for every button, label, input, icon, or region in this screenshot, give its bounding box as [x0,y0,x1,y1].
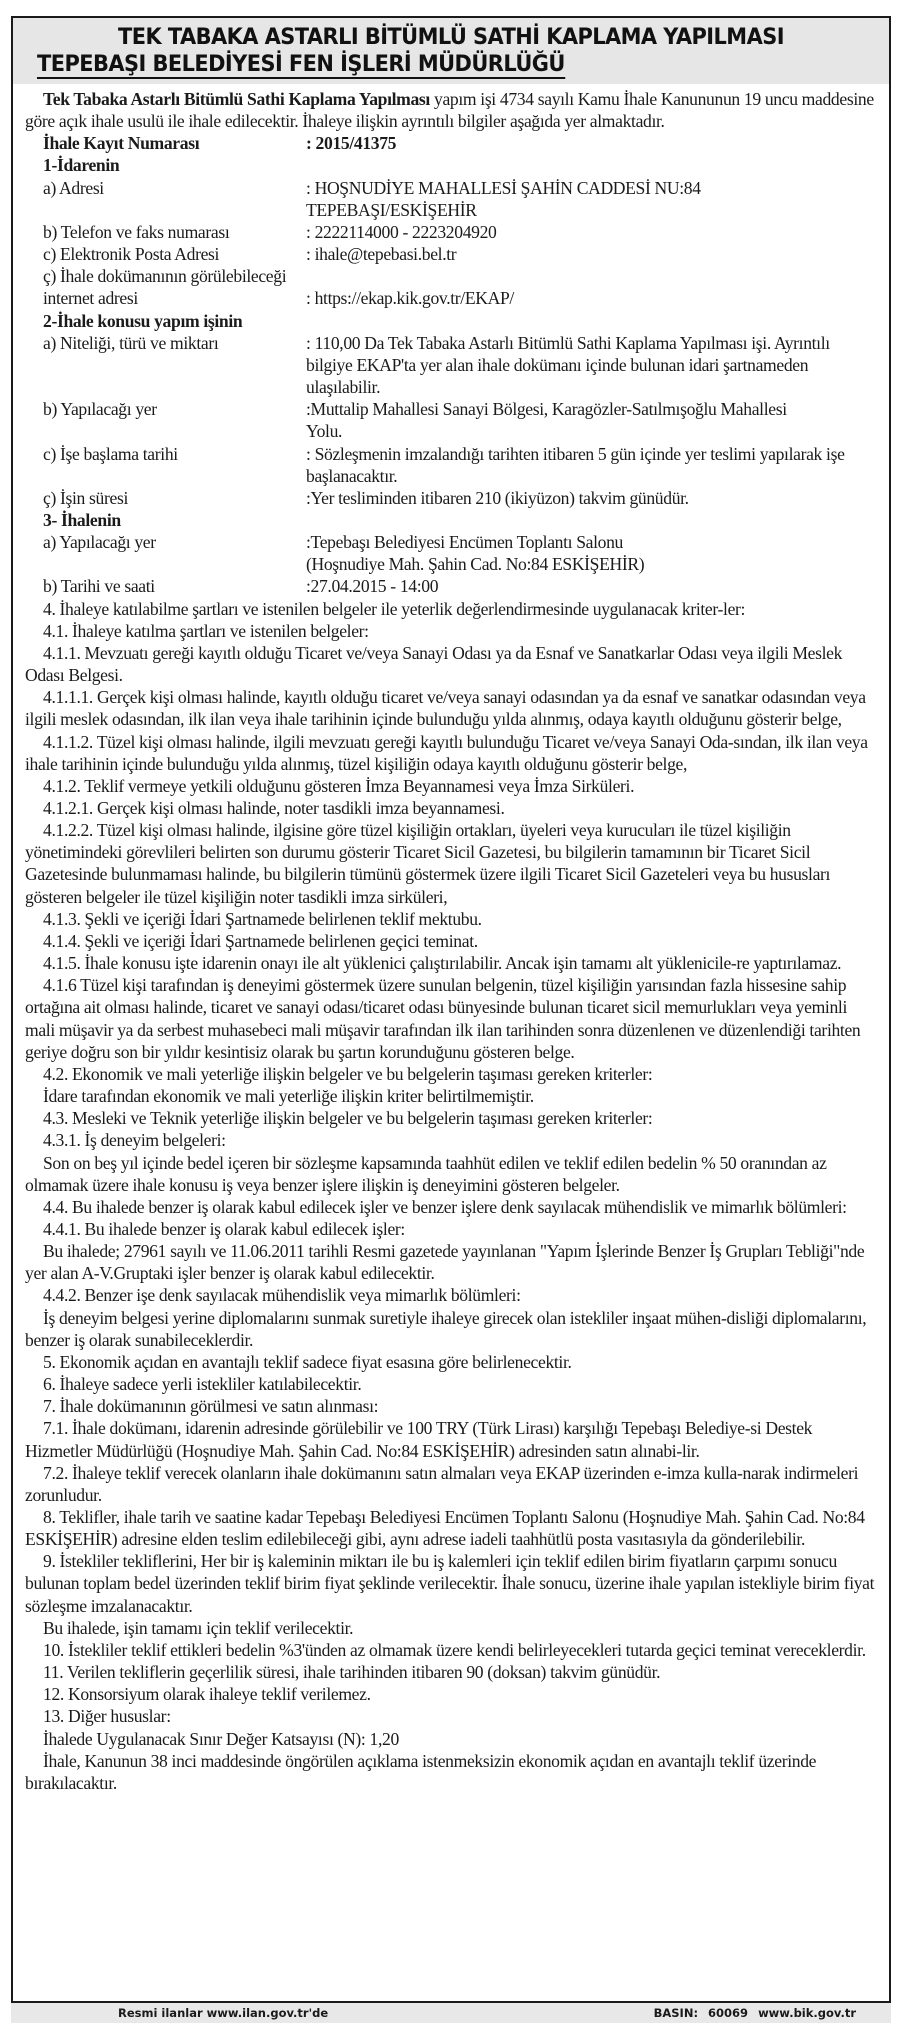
clause-paragraph: 10. İstekliler teklif ettikleri bedelin %3'ünden az olmamak üzere kendi belirleyecekleri tutarda geçici teminat vereceklerdir. [43,1639,866,1660]
clause-paragraph: 4.1.2.1. Gerçek kişi olması halinde, noter tasdikli imza beyannamesi. [43,798,505,818]
kv-label: a) Adresi [43,177,104,198]
clause-paragraph: 11. Verilen tekliflerin geçerlilik süresi, ihale tarihinden itibaren 90 (doksan) takvim günüdür. [43,1662,661,1683]
clause-paragraph: Bu ihalede; 27961 sayılı ve 11.06.2011 tarihli Resmi gazetede yayınlanan "Yapım İşlerinde Benzer İş Grupları Tebliği"nde yer alan A-V.Gruptaki işler benzer iş olarak kabul edilecektir. [25,1241,865,1284]
registration-row [43,132,877,154]
kv-row [43,398,877,442]
footer-right [644,2006,856,2020]
clause-paragraph: 4.1.3. Şekli ve içeriği İdari Şartnamede belirlenen teklif mektubu. [43,908,482,929]
clause-paragraph: 4.1.1.1. Gerçek kişi olması halinde, kayıtlı olduğu ticaret ve/veya sanayi odasından ya da esnaf ve sanatkar odasından veya ilgili meslek odasından, ilk ilan veya ihale tarihinin içinde bulunduğu yılda alınmış, odaya kayıtlı olduğunu gösterir belge, [25,687,866,730]
announcement-header [13,18,889,84]
intro-bold: Tek Tabaka Astarlı Bitümlü Sathi Kaplama Yapılması [43,89,430,109]
clause-paragraph: 4.1. İhaleye katılma şartları ve istenilen belgeler: [43,620,369,641]
clause-paragraph: 5. Ekonomik açıdan en avantajlı teklif sadece fiyat esasına göre belirlenecektir. [43,1351,572,1372]
kv-value-line: (Hoşnudiye Mah. Şahin Cad. No:84 ESKİŞEHİR) [306,554,645,575]
kv-label: internet adresi [43,288,138,309]
clause-paragraph: 6. İhaleye sadece yerli istekliler katılabilecektir. [43,1374,362,1395]
kv-row [43,487,877,509]
kv-row [43,575,877,597]
kv-value [306,243,877,265]
section2-heading: 2-İhale konusu yapım işinin [43,310,243,331]
kv-row [43,287,877,309]
clause-paragraph: İdare tarafından ekonomik ve mali yeterliğe ilişkin kriter belirtilmemiştir. [43,1086,534,1107]
clause-paragraph: 4. İhaleye katılabilme şartları ve istenilen belgeler ile yeterlik değerlendirmesinde uygulanacak kriter-ler: [43,598,746,619]
kv-row [43,221,877,243]
ekap-link[interactable]: : https://ekap.kik.gov.tr/EKAP/ [306,288,514,309]
announcement-body [25,88,877,1794]
clause-paragraph: 7. İhale dokümanının görülmesi ve satın alınması: [43,1396,379,1417]
footer-bar [11,2003,891,2023]
clause-paragraph: 4.4.1. Bu ihalede benzer iş olarak kabul edilecek işler: [43,1218,405,1239]
kv-label: b) Tarihi ve saati [43,576,155,597]
registration-value: : 2015/41375 [306,133,397,154]
intro-text: yapım işi 4734 sayılı Kamu İhale Kanununun 19 uncu maddesine göre açık ihale usulü ile ihale edilecektir. İhaleye ilişkin ayrıntılı bilgiler aşağıda yer almaktadır. [25,89,874,132]
kv-value: :27.04.2015 - 14:00 [306,576,439,597]
kv-row [43,243,877,265]
kv-value: : 110,00 Da Tek Tabaka Astarlı Bitümlü Sathi Kaplama Yapılması işi. Ayrıntılı bilgiye EKAP'ta yer alan ihale dokümanı içinde bulunan idari şartnameden ulaşılabilir. [306,332,830,398]
kv-label: ç) İşin süresi [43,487,129,508]
email-link[interactable]: : ihale@tepebasi.bel.tr [306,244,457,265]
clause-paragraph: 4.3.1. İş deneyim belgeleri: [43,1130,226,1151]
clause-paragraph: 4.1.6 Tüzel kişi tarafından iş deneyimi göstermek üzere sunulan belgenin, tüzel kişiliğin yarısından fazla hissesine sahip ortağına ait olması halinde, ticaret ve sanayi odası/ticaret odası bünyesinde bulunan ticaret sicil memurlukları veya yeminli mali müşavir ya da serbest muhasebeci mali müşavir tarafından ilk ilan tarihinden sonra düzenlenen ve düzenlendiği tarihten geriye doğru son bir yıldır kesintisiz olarak bu şartın korunduğunu gösteren belge. [25,975,861,1062]
footer-bik-link[interactable]: www.bik.gov.tr [758,2006,856,2020]
clause-paragraph: 12. Konsorsiyum olarak ihaleye teklif verilemez. [43,1684,371,1705]
kv-row [43,443,877,487]
clause-paragraph: 9. İstekliler tekliflerini, Her bir iş kaleminin miktarı ile bu iş kalemleri için teklif edilen birim fiyatların çarpımı sonucu bulunan toplam bedel üzerinden teklif birim fiyat şeklinde verilecektir. İhale sonucu, üzerine ihale yapılan istekliyle birim fiyat sözleşme imzalanacaktır. [25,1551,875,1616]
clause-paragraph: 4.1.5. İhale konusu işte idarenin onayı ile alt yüklenici çalıştırılabilir. Ancak işin tamamı alt yüklenicile-re yaptırılamaz. [43,953,842,974]
clause-paragraph: 13. Diğer hususlar: [43,1706,171,1727]
clauses [25,598,877,1794]
clause-paragraph: Son on beş yıl içinde bedel içeren bir sözleşme kapsamında taahhüt edilen ve teklif edilen bedelin % 50 oranından az olmamak üzere ihale konusu iş veya benzer işlere ilişkin iş deneyimini gösteren belgeler. [25,1152,827,1195]
kv-label: c) İşe başlama tarihi [43,443,178,464]
kv-row [43,265,877,287]
kv-value [306,531,877,575]
kv-label: b) Yapılacağı yer [43,399,157,420]
kv-label: a) Niteliği, türü ve miktarı [43,332,219,353]
kv-label: a) Yapılacağı yer [43,532,156,553]
kv-value: :Muttalip Mahallesi Sanayi Bölgesi, Karagözler-Satılmışoğlu Mahallesi Yolu. [306,399,787,442]
institution-title: TEPEBAŞI BELEDİYESİ FEN İŞLERİ MÜDÜRLÜĞÜ [37,51,565,77]
kv-value: :Yer tesliminden itibaren 210 (ikiyüzon) takvim günüdür. [306,487,689,508]
clause-paragraph: 4.4.2. Benzer işe denk sayılacak mühendislik veya mimarlık bölümleri: [43,1285,521,1306]
intro-paragraph [25,88,877,132]
footer-ilan-link[interactable]: Resmi ilanlar www.ilan.gov.tr'de [118,2006,329,2020]
kv-value-line: :Tepebaşı Belediyesi Encümen Toplantı Salonu [306,532,623,553]
clause-paragraph: 4.3. Mesleki ve Teknik yeterliğe ilişkin belgeler ve bu belgelerin taşıması gereken kriterler: [43,1108,653,1129]
clause-paragraph: 4.1.1.2. Tüzel kişi olması halinde, ilgili mevzuatı gereği kayıtlı bulunduğu Ticaret ve/veya Sanayi Oda-sından, ilk ilan veya ihale tarihinin içinde bulunduğu yılda alınmış, tüzel kişiliğin odaya kayıtlı olduğunu gösterir belge, [25,731,868,774]
announcement-box [11,16,891,2003]
clause-paragraph: İhalede Uygulanacak Sınır Değer Katsayısı (N): 1,20 [43,1728,399,1749]
clause-paragraph: İhale, Kanunun 38 inci maddesinde öngörülen açıklama istenmeksizin ekonomik açıdan en avantajlı teklif üzerinde bırakılacaktır. [25,1750,817,1793]
section1-heading: 1-İdarenin [43,155,120,176]
kv-row [43,177,877,221]
clause-paragraph: 4.1.2. Teklif vermeye yetkili olduğunu gösteren İmza Beyannamesi veya İmza Sirküleri. [43,775,635,796]
kv-label: c) Elektronik Posta Adresi [43,244,220,265]
clause-paragraph: 7.1. İhale dokümanı, idarenin adresinde görülebilir ve 100 TRY (Türk Lirası) karşılığı Tepebaşı Belediye-si Destek Hizmetler Müdürlüğü (Hoşnudiye Mah. Şahin Cad. No:84 ESKİŞEHİR) adresinden satın alınabi-lir. [25,1418,813,1461]
registration-label: İhale Kayıt Numarası [43,133,200,154]
clause-paragraph: Bu ihalede, işin tamamı için teklif verilecektir. [43,1617,354,1638]
footer-basin-code: BASIN: 60069 [653,2006,749,2020]
kv-value: : HOŞNUDİYE MAHALLESİ ŞAHİN CADDESİ NU:84 TEPEBAŞI/ESKİŞEHİR [306,177,701,220]
kv-row [43,332,877,398]
kv-row [43,531,877,575]
kv-label: b) Telefon ve faks numarası [43,221,230,242]
kv-label: ç) İhale dokümanının görülebileceği [43,266,287,287]
clause-paragraph: 4.1.1. Mevzuatı gereği kayıtlı olduğu Ticaret ve/veya Sanayi Odası ya da Esnaf ve Sanatkarlar Odası veya ilgili Meslek Odası Belgesi. [25,642,843,686]
kv-value [306,287,877,309]
kv-value: : 2222114000 - 2223204920 [306,221,497,242]
clause-paragraph: 4.1.2.2. Tüzel kişi olması halinde, ilgisine göre tüzel kişiliğin ortakları, üyeleri veya kurucuları ile tüzel kişiliğin yönetimindeki görevlileri belirten son durumu gösterir Ticaret Sicil Gazetesi, bu bilgilerin tamamının bir Ticaret Sicil Gazetesinde bulunmaması halinde, bu bilgilerin tümünü göstermek üzere ilgili Ticaret Sicil Gazeteleri veya bu hususları gösteren belgeler ile tüzel kişiliğin noter tasdikli imza sirküleri, [25,820,831,907]
clause-paragraph: 7.2. İhaleye teklif verecek olanların ihale dokümanını satın almaları veya EKAP üzerinden e-imza kulla-narak indirmeleri zorunludur. [25,1462,859,1505]
section3-heading: 3- İhalenin [43,509,121,530]
clause-paragraph: 8. Teklifler, ihale tarih ve saatine kadar Tepebaşı Belediyesi Encümen Toplantı Salonu (Hoşnudiye Mah. Şahin Cad. No:84 ESKİŞEHİR) adresine elden teslim edilebileceği gibi, aynı adrese iadeli taahhütlü posta vasıtasıyla da gönderilebilir. [25,1507,865,1550]
announcement-title: TEK TABAKA ASTARLI BİTÜMLÜ SATHİ KAPLAMA YAPILMASI [118,24,784,50]
clause-paragraph: 4.2. Ekonomik ve mali yeterliğe ilişkin belgeler ve bu belgelerin taşıması gereken kriterler: [43,1063,653,1084]
clause-paragraph: 4.4. Bu ihalede benzer iş olarak kabul edilecek işler ve benzer işlere denk sayılacak mühendislik ve mimarlık bölümleri: [43,1196,847,1217]
kv-value: : Sözleşmenin imzalandığı tarihten itibaren 5 gün içinde yer teslimi yapılarak işe başlanacaktır. [306,443,845,486]
clause-paragraph: 4.1.4. Şekli ve içeriği İdari Şartnamede belirlenen geçici teminat. [43,930,478,951]
clause-paragraph: İş deneyim belgesi yerine diplomalarını sunmak suretiyle ihaleye girecek olan istekliler inşaat mühen-disliği diplomalarını, benzer iş olarak sunabileceklerdir. [25,1307,867,1350]
